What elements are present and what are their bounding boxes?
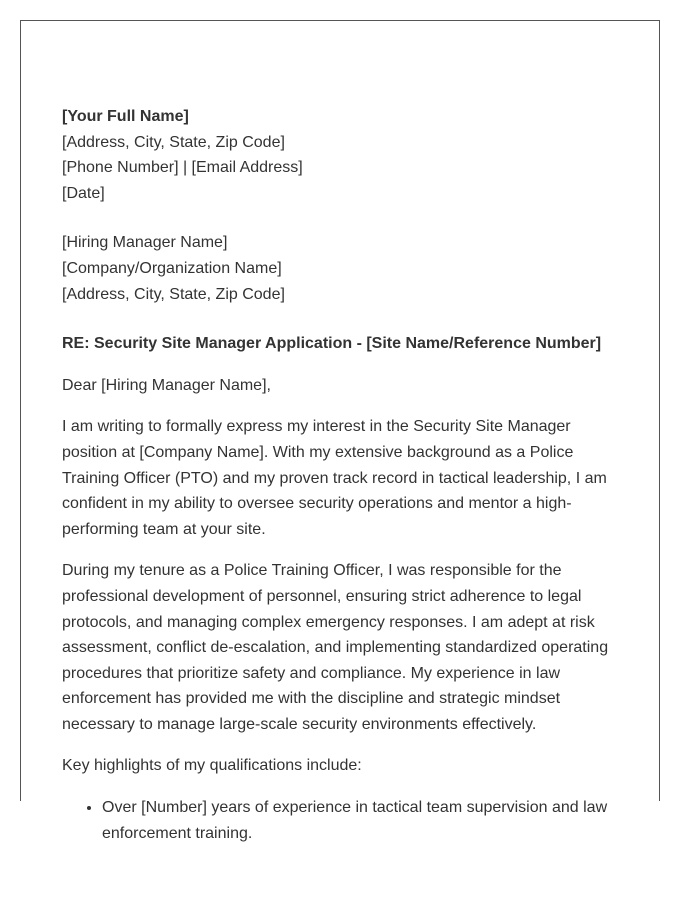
sender-block	[62, 104, 622, 206]
spacer	[62, 737, 622, 753]
sender-contact: [Phone Number] | [Email Address]	[62, 159, 303, 177]
salutation: Dear [Hiring Manager Name],	[62, 376, 271, 394]
letter-date: [Date]	[62, 184, 105, 202]
body-paragraph-2: During my tenure as a Police Training Officer, I was responsible for the professional development of personnel, ensuring strict adherence to legal protocols, and managing complex emergency responses. I am adept at risk assessment, conflict de-escalation, and implementing standardized operating procedures that prioritize safety and compliance. My experience in law enforcement has provided me with the discipline and strategic mindset necessary to manage large-scale security environments effectively.	[62, 562, 609, 733]
highlight-item: • Over [Number] years of experience in tactical team supervision and law enforcement training.	[102, 795, 622, 846]
body-paragraph-1: I am writing to formally express my interest in the Security Site Manager position at [Company Name]. With my extensive background as a Police Training Officer (PTO) and my proven track record in tactical leadership, I am confident in my ability to oversee security operations and mentor a high-performing team at your site.	[62, 418, 607, 538]
letter-page	[20, 20, 660, 842]
spacer	[62, 398, 622, 414]
spacer	[62, 542, 622, 558]
subject-line: RE: Security Site Manager Application - [Site Name/Reference Number]	[62, 335, 602, 353]
recipient-block	[62, 230, 622, 307]
recipient-name: [Hiring Manager Name]	[62, 234, 228, 252]
letter-content	[62, 104, 622, 846]
spacer	[62, 779, 622, 795]
recipient-organization: [Company/Organization Name]	[62, 259, 282, 277]
sender-name: [Your Full Name]	[62, 108, 189, 125]
highlights-intro: Key highlights of my qualifications include:	[62, 757, 362, 775]
spacer	[62, 357, 622, 373]
spacer	[62, 206, 622, 230]
recipient-address: [Address, City, State, Zip Code]	[62, 285, 285, 303]
highlights-list	[62, 795, 622, 846]
sender-address: [Address, City, State, Zip Code]	[62, 133, 285, 151]
spacer	[62, 307, 622, 331]
